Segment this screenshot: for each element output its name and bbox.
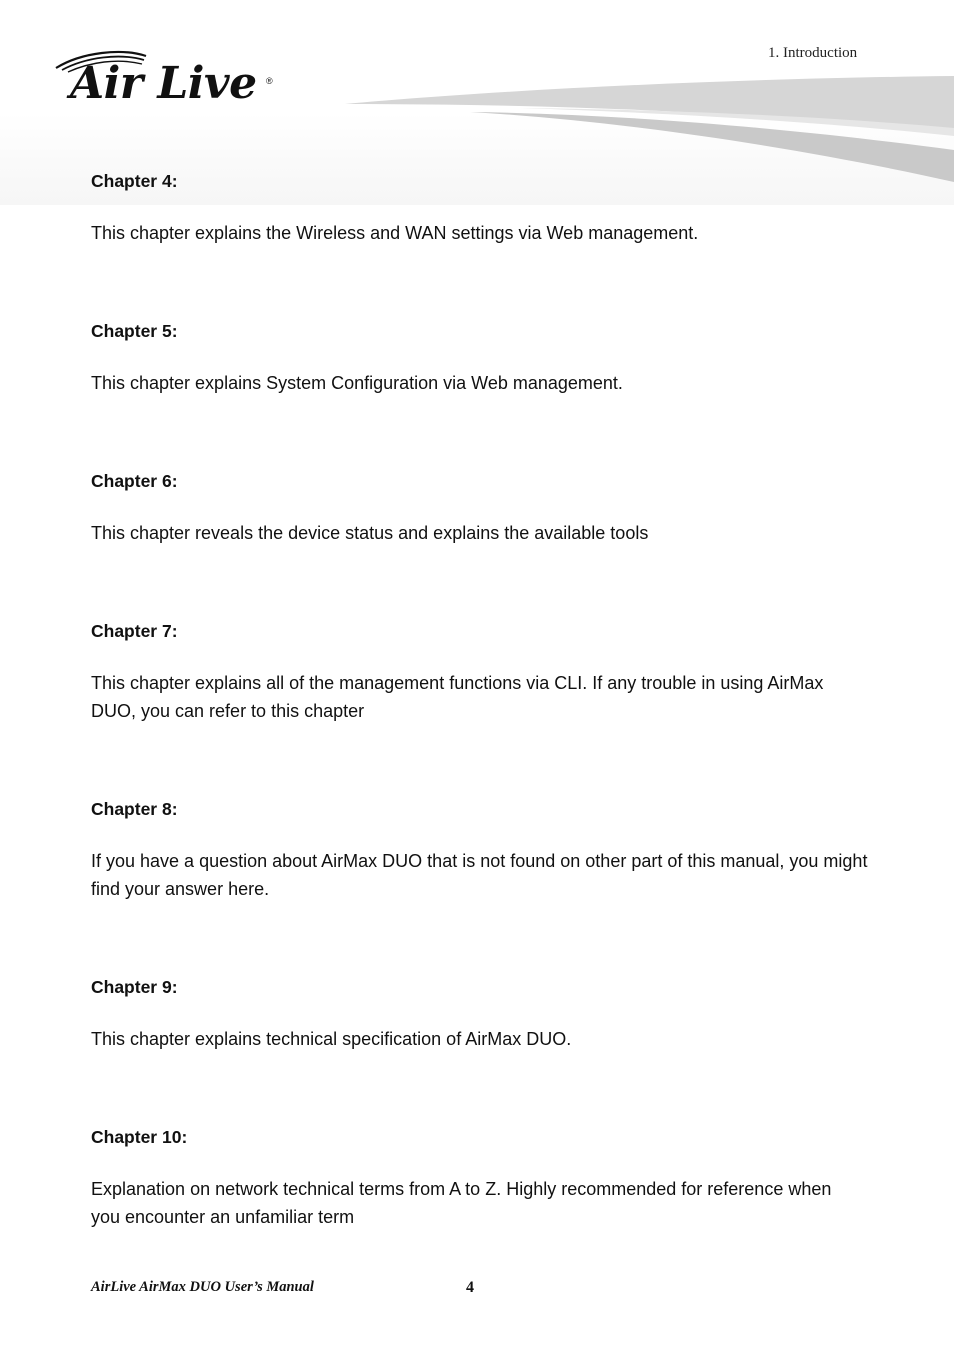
chapter-7: [91, 621, 881, 725]
chapter-description: This chapter explains System Configuration via Web management.: [91, 373, 623, 393]
chapter-4: [91, 171, 881, 247]
chapter-title: Chapter 6:: [91, 471, 178, 491]
airlive-logo: Air Live: [70, 58, 257, 109]
chapter-description: If you have a question about AirMax DUO that is not found on other part of this manual, you might find your answer here.: [91, 851, 868, 899]
page-number: 4: [466, 1279, 474, 1296]
chapter-description: This chapter explains the Wireless and WAN settings via Web management.: [91, 223, 699, 243]
chapter-title: Chapter 7:: [91, 621, 178, 641]
chapter-title: Chapter 9:: [91, 977, 178, 997]
chapter-description: Explanation on network technical terms from A to Z. Highly recommended for reference when you encounter an unfamiliar term: [91, 1179, 832, 1227]
section-label: 1. Introduction: [768, 45, 858, 61]
chapter-description: This chapter explains all of the management functions via CLI. If any trouble in using AirMax DUO, you can refer to this chapter: [91, 673, 824, 721]
chapter-6: [91, 471, 881, 547]
chapter-9: [91, 977, 881, 1053]
chapter-title: Chapter 5:: [91, 321, 178, 341]
chapter-title: Chapter 8:: [91, 799, 178, 819]
chapter-8: [91, 799, 881, 903]
chapter-5: [91, 321, 881, 397]
chapter-title: Chapter 4:: [91, 171, 178, 191]
footer-manual-title: AirLive AirMax DUO User’s Manual: [91, 1279, 314, 1295]
chapter-title: Chapter 10:: [91, 1127, 188, 1147]
chapter-description: This chapter reveals the device status and explains the available tools: [91, 523, 649, 543]
chapter-description: This chapter explains technical specification of AirMax DUO.: [91, 1029, 572, 1049]
chapter-10: [91, 1127, 881, 1231]
registered-mark: ®: [266, 76, 273, 86]
